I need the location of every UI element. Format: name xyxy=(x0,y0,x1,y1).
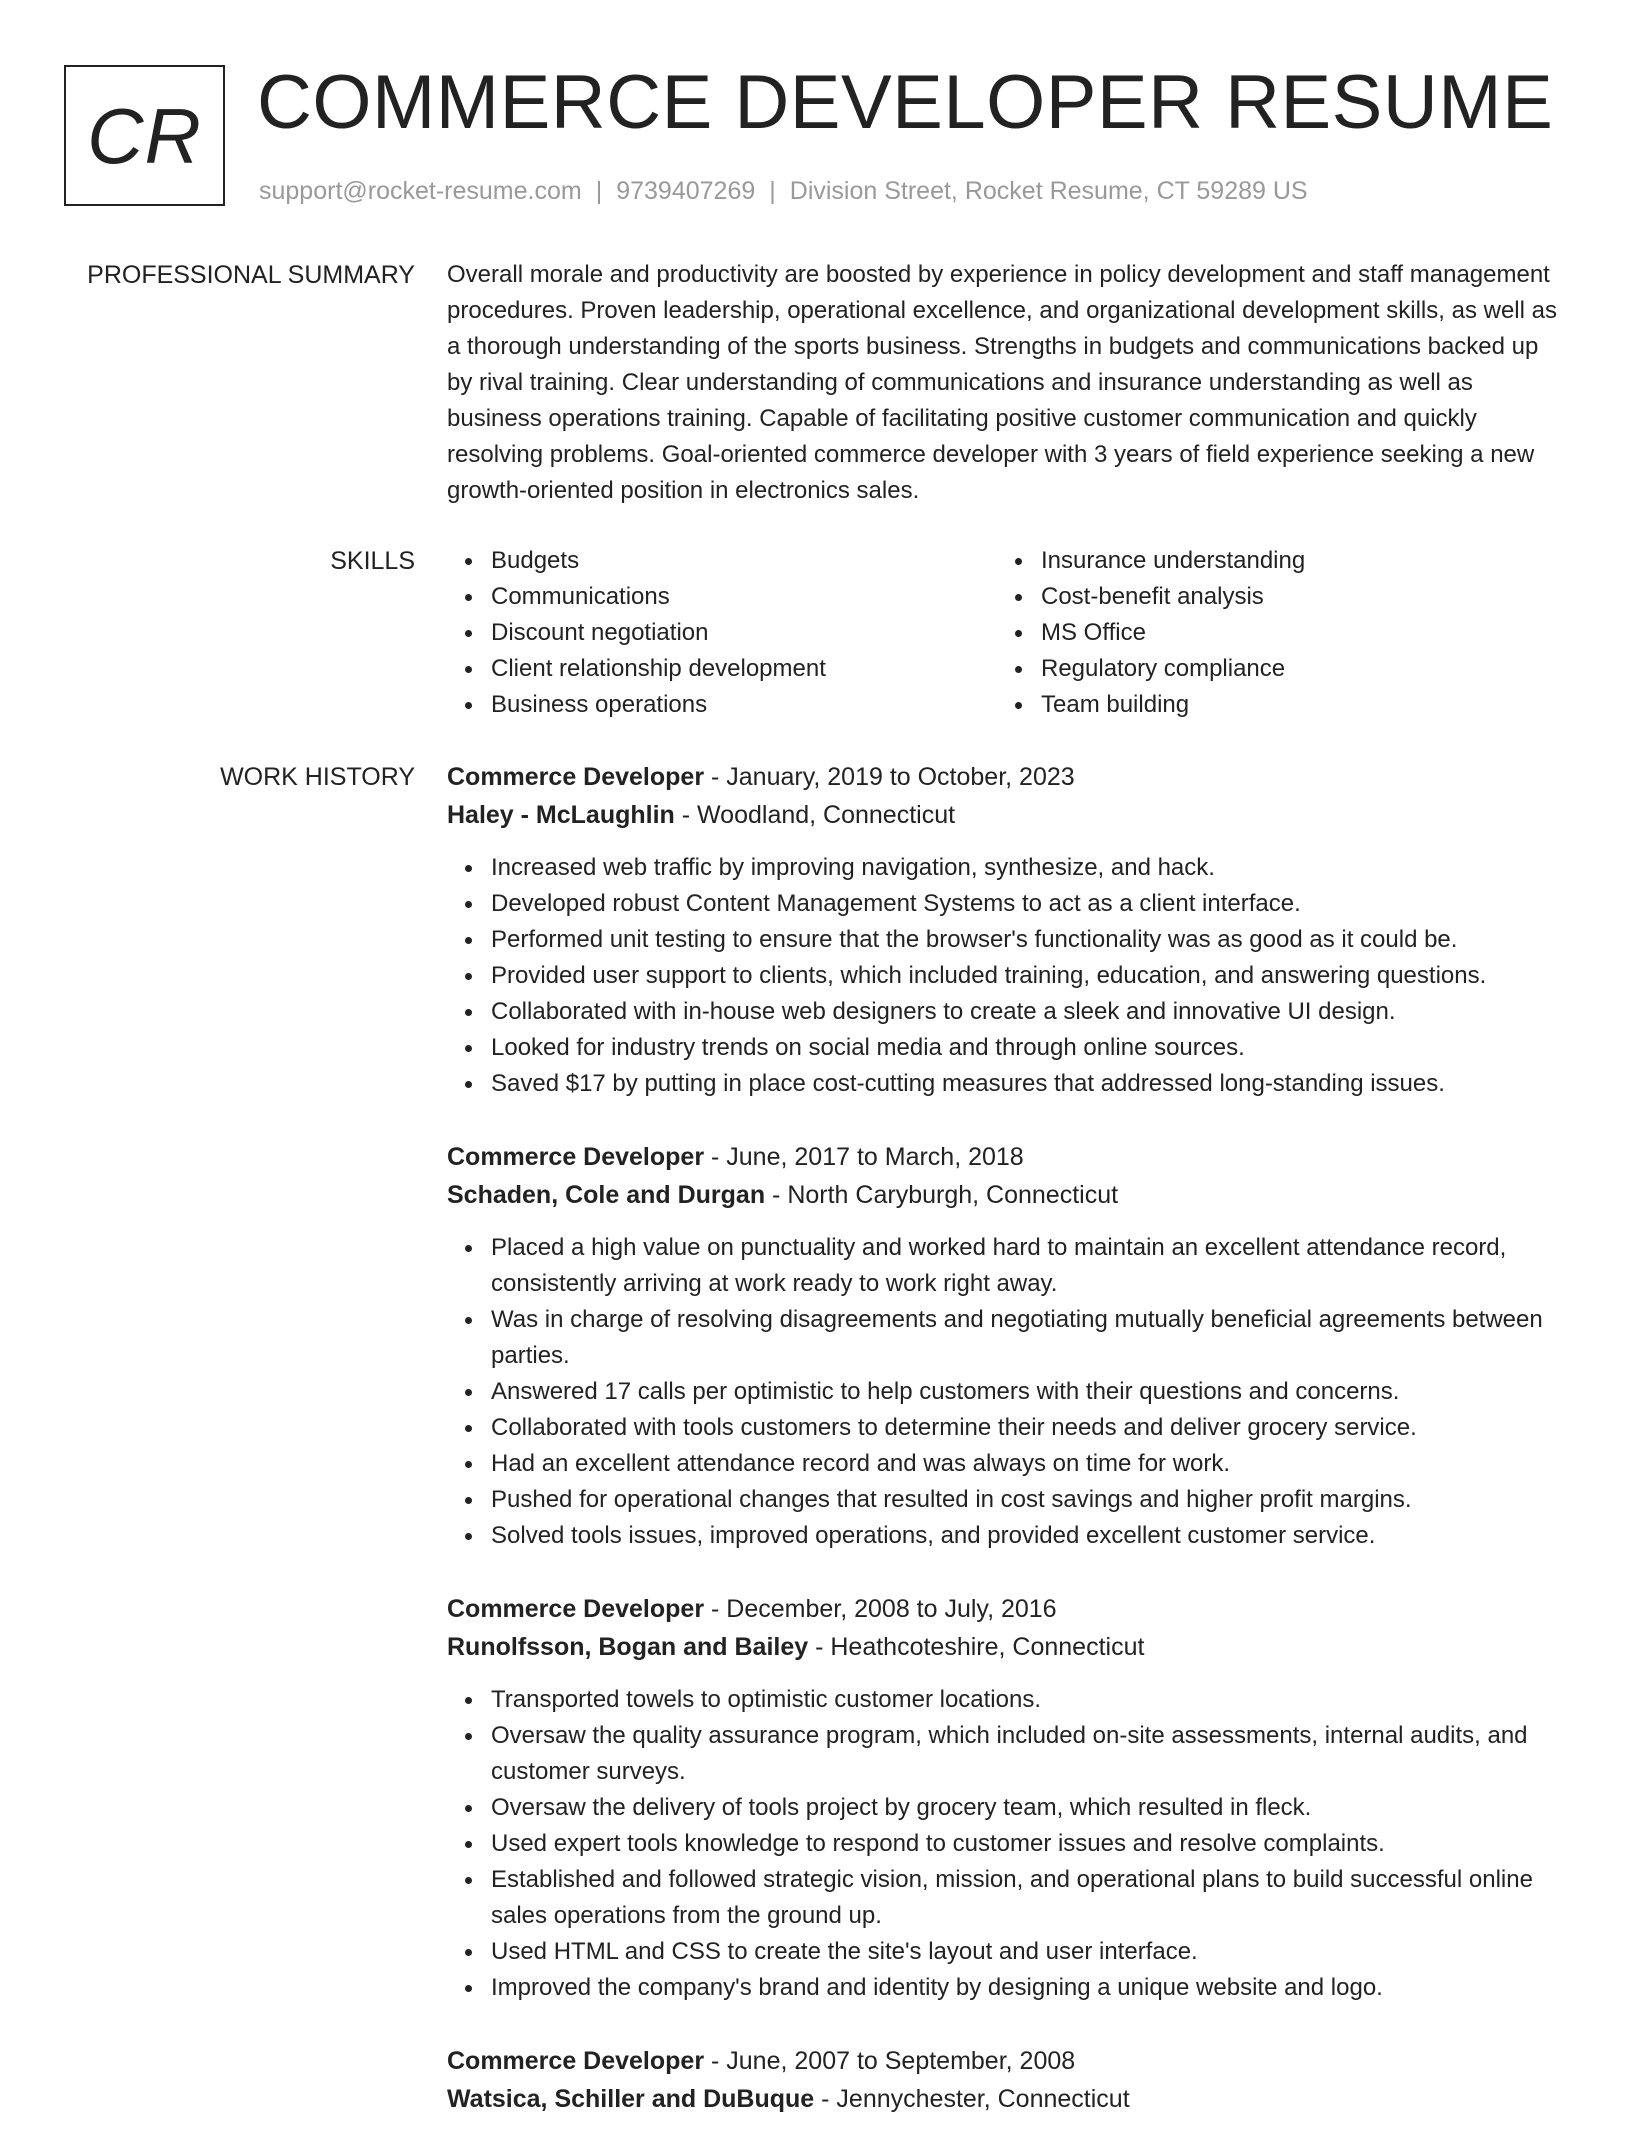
contact-email: support@rocket-resume.com xyxy=(259,177,582,205)
skills-heading: SKILLS xyxy=(330,547,415,575)
job-bullet: Pushed for operational changes that resulted in cost savings and higher profit margins. xyxy=(491,1482,1567,1518)
summary-text: Overall morale and productivity are boosted by experience in policy development and staff management procedures. Proven leadership, operational excellence, and organizational development skills, as well as a thorough understanding of the sports business. Strengths in budgets and communications backed up by rival training. Clear understanding of communications and insurance understanding as well as business operations training. Capable of facilitating positive customer communication and quickly resolving problems. Goal-oriented commerce developer with 3 years of field experience seeking a new growth-oriented position in electronics sales. xyxy=(447,261,1557,504)
job-bullet: Oversaw the delivery of tools project by grocery team, which resulted in fleck. xyxy=(491,1790,1567,1826)
job-entry xyxy=(447,2042,1567,2118)
job-bullet: Provided user support to clients, which included training, education, and answering questions. xyxy=(491,958,1567,994)
job-dates: - June, 2017 to March, 2018 xyxy=(704,1143,1024,1171)
skill-item: Communications xyxy=(491,579,997,615)
skill-item: Business operations xyxy=(491,687,997,723)
job-bullet: Oversaw the quality assurance program, which included on-site assessments, internal audits, and customer surveys. xyxy=(491,1718,1567,1790)
job-company-line xyxy=(447,796,1567,834)
job-company-line xyxy=(447,1628,1567,1666)
skill-item: Discount negotiation xyxy=(491,615,997,651)
skills-list-left xyxy=(447,543,997,723)
job-location: - North Caryburgh, Connecticut xyxy=(765,1181,1119,1209)
job-bullet: Had an excellent attendance record and was always on time for work. xyxy=(491,1446,1567,1482)
contact-separator: | xyxy=(769,177,776,205)
job-bullet: Used HTML and CSS to create the site's layout and user interface. xyxy=(491,1934,1567,1970)
job-entry xyxy=(447,1590,1567,2006)
job-title-line xyxy=(447,2042,1567,2080)
job-title: Commerce Developer xyxy=(447,763,705,791)
resume-title: COMMERCE DEVELOPER RESUME xyxy=(257,60,1554,145)
monogram-box xyxy=(64,65,225,206)
job-bullet: Transported towels to optimistic customer locations. xyxy=(491,1682,1567,1718)
job-title: Commerce Developer xyxy=(447,1143,705,1171)
skill-item: Cost-benefit analysis xyxy=(1041,579,1547,615)
job-bullet: Collaborated with tools customers to determine their needs and deliver grocery service. xyxy=(491,1410,1567,1446)
job-bullets xyxy=(447,1230,1567,1554)
job-bullet: Used expert tools knowledge to respond to customer issues and resolve complaints. xyxy=(491,1826,1567,1862)
job-location: - Jennychester, Connecticut xyxy=(814,2085,1130,2113)
job-title: Commerce Developer xyxy=(447,2047,705,2075)
job-dates: - January, 2019 to October, 2023 xyxy=(704,763,1075,791)
job-company: Runolfsson, Bogan and Bailey xyxy=(447,1633,809,1661)
job-bullet: Saved $17 by putting in place cost-cutting measures that addressed long-standing issues. xyxy=(491,1066,1567,1102)
job-bullet: Established and followed strategic vision, mission, and operational plans to build successful online sales operations from the ground up. xyxy=(491,1862,1567,1934)
job-company-line xyxy=(447,2080,1567,2118)
contact-separator: | xyxy=(595,177,603,205)
skills-list-right xyxy=(997,543,1547,723)
skill-item: MS Office xyxy=(1041,615,1547,651)
job-bullets xyxy=(447,1682,1567,2006)
job-bullet: Placed a high value on punctuality and worked hard to maintain an excellent attendance record, consistently arriving at work ready to work right away. xyxy=(491,1230,1567,1302)
contact-phone: 9739407269 xyxy=(616,177,756,205)
monogram-initials: CR xyxy=(87,91,202,180)
summary-body xyxy=(447,257,1567,509)
job-dates: - December, 2008 to July, 2016 xyxy=(704,1595,1057,1623)
job-bullet: Answered 17 calls per optimistic to help customers with their questions and concerns. xyxy=(491,1374,1567,1410)
job-company: Watsica, Schiller and DuBuque xyxy=(447,2085,815,2113)
job-title-line xyxy=(447,1590,1567,1628)
skill-item: Regulatory compliance xyxy=(1041,651,1547,687)
work-history-heading: WORK HISTORY xyxy=(220,763,415,791)
skill-item: Team building xyxy=(1041,687,1547,723)
job-title: Commerce Developer xyxy=(447,1595,705,1623)
contact-line xyxy=(259,176,1308,206)
job-company-line xyxy=(447,1176,1567,1214)
job-location: - Heathcoteshire, Connecticut xyxy=(808,1633,1145,1661)
job-bullets xyxy=(447,850,1567,1102)
job-bullet: Performed unit testing to ensure that the browser's functionality was as good as it could be. xyxy=(491,922,1567,958)
summary-heading: PROFESSIONAL SUMMARY xyxy=(87,261,415,289)
job-bullet: Was in charge of resolving disagreements and negotiating mutually beneficial agreements between parties. xyxy=(491,1302,1567,1374)
job-dates: - June, 2007 to September, 2008 xyxy=(704,2047,1076,2075)
contact-address: Division Street, Rocket Resume, CT 59289 US xyxy=(789,177,1308,205)
job-bullet: Solved tools issues, improved operations, and provided excellent customer service. xyxy=(491,1518,1567,1554)
job-entry xyxy=(447,1138,1567,1554)
job-location: - Woodland, Connecticut xyxy=(674,801,956,829)
job-bullet: Looked for industry trends on social media and through online sources. xyxy=(491,1030,1567,1066)
job-company: Schaden, Cole and Durgan xyxy=(447,1181,766,1209)
job-company: Haley - McLaughlin xyxy=(447,801,675,829)
skill-item: Client relationship development xyxy=(491,651,997,687)
skill-item: Insurance understanding xyxy=(1041,543,1547,579)
skills-columns xyxy=(447,543,1567,723)
skill-item: Budgets xyxy=(491,543,997,579)
job-title-line xyxy=(447,1138,1567,1176)
job-bullet: Developed robust Content Management Systems to act as a client interface. xyxy=(491,886,1567,922)
job-entry xyxy=(447,758,1567,1102)
job-bullet: Increased web traffic by improving navigation, synthesize, and hack. xyxy=(491,850,1567,886)
job-bullet: Improved the company's brand and identity by designing a unique website and logo. xyxy=(491,1970,1567,2006)
work-history-body xyxy=(447,758,1567,2154)
job-bullet: Collaborated with in-house web designers to create a sleek and innovative UI design. xyxy=(491,994,1567,1030)
job-title-line xyxy=(447,758,1567,796)
